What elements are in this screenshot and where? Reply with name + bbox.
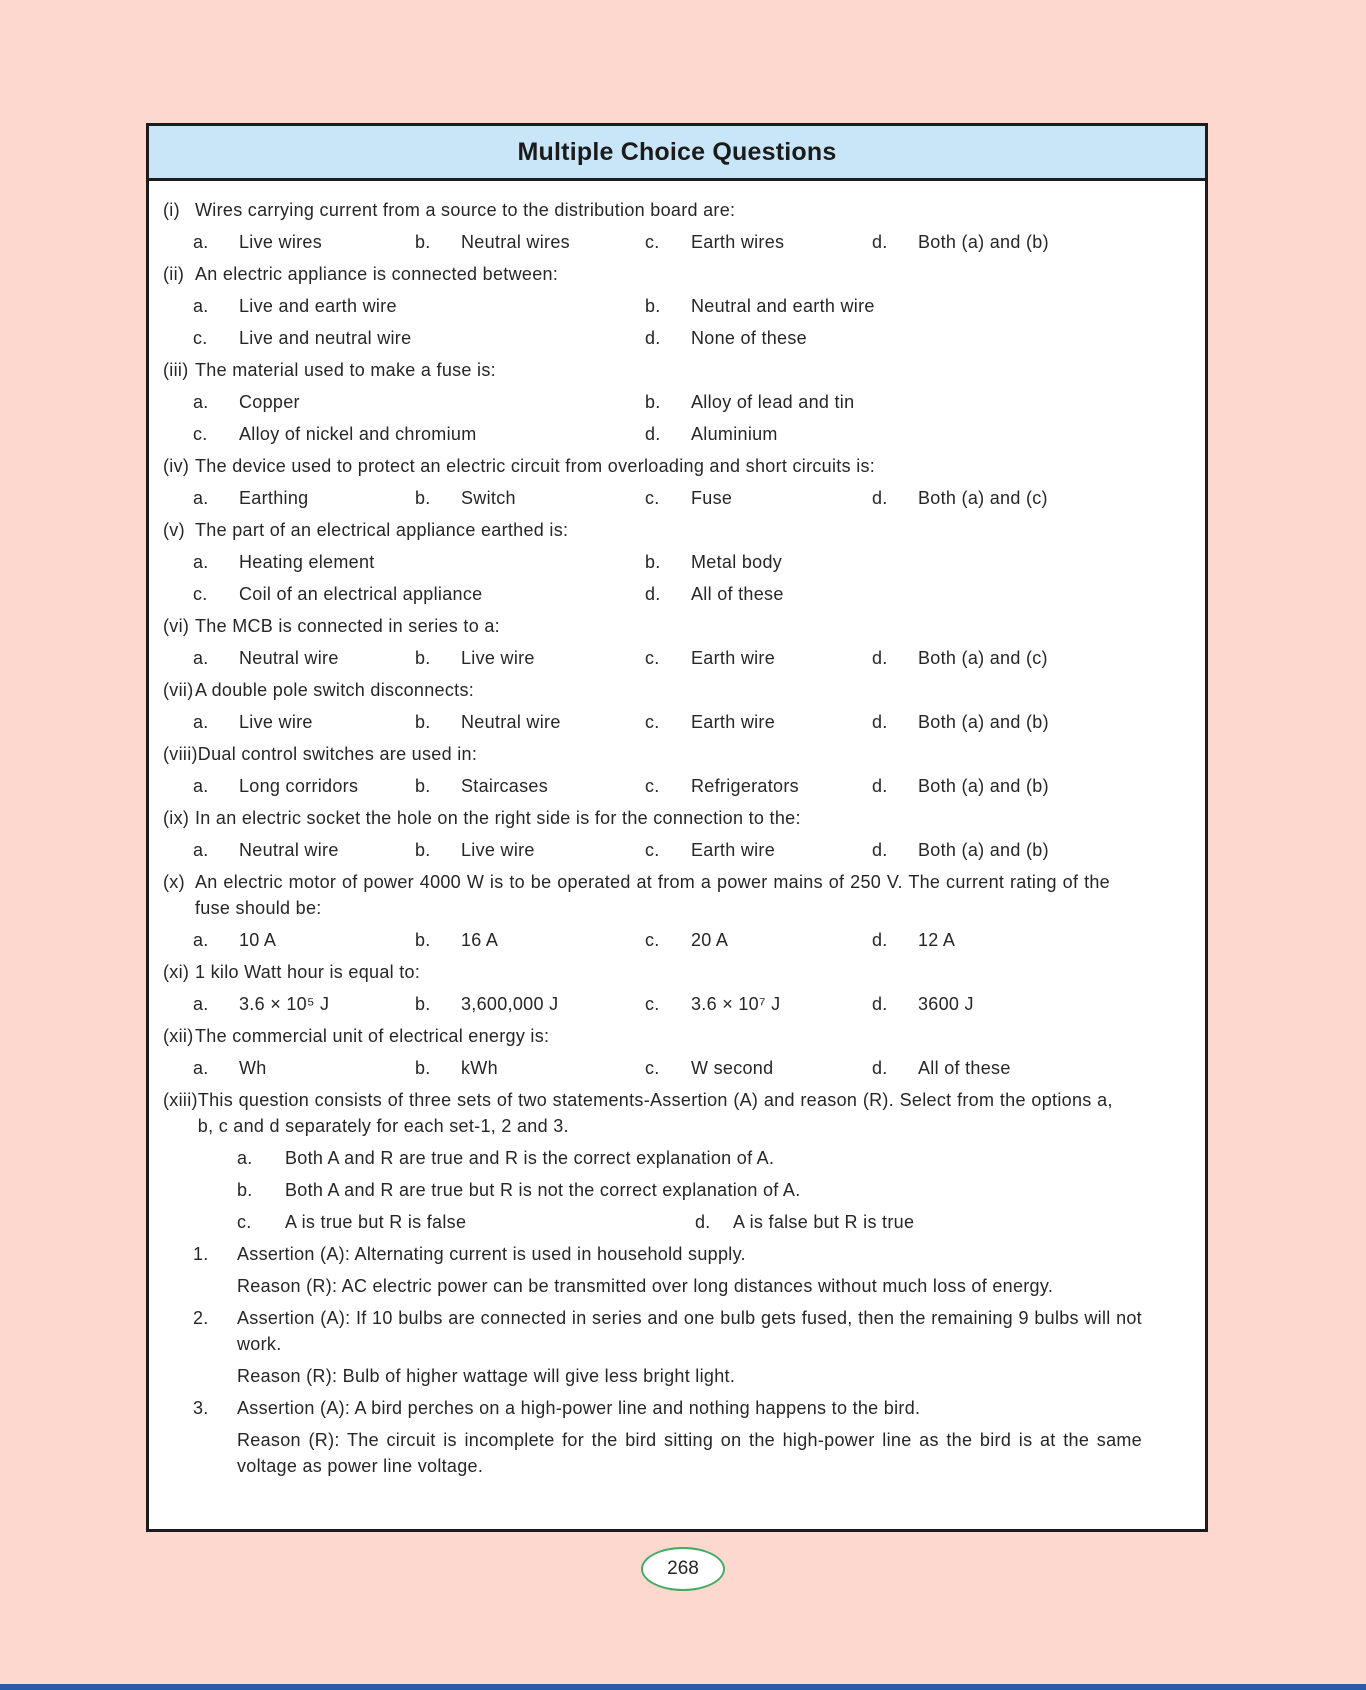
- option-text: Earth wire: [691, 648, 776, 668]
- option-label: d.: [872, 648, 888, 668]
- option: [237, 1209, 695, 1235]
- question-line: [163, 805, 1187, 831]
- option-text: Neutral wire: [239, 840, 339, 860]
- option-label: b.: [237, 1180, 253, 1200]
- options-row: [163, 927, 1187, 953]
- reason-text: Reason (R): The circuit is incomplete for the bird sitting on the high-power line as the bird is at the same voltage as power line voltage.: [237, 1430, 1142, 1476]
- option: [415, 927, 645, 953]
- option-text: Live and earth wire: [239, 296, 397, 316]
- option-text: Switch: [461, 488, 516, 508]
- option-text: Alloy of nickel and chromium: [239, 424, 477, 444]
- option-text: 3.6 × 10⁵ J: [239, 994, 330, 1014]
- option-label: a.: [193, 392, 209, 412]
- option: [415, 837, 645, 863]
- question-line: [163, 959, 1187, 985]
- question-line: [163, 869, 1187, 921]
- option: [193, 837, 415, 863]
- option: [193, 1055, 415, 1081]
- question-line: [163, 1087, 1187, 1139]
- option: [645, 549, 1187, 575]
- option-text: Live wire: [461, 840, 535, 860]
- option-label: b.: [415, 1058, 431, 1078]
- question-text: The part of an electrical appliance earthed is:: [195, 520, 569, 540]
- option-text: Live wire: [461, 648, 535, 668]
- option-label: a.: [193, 552, 209, 572]
- option: [645, 293, 1187, 319]
- option: [193, 645, 415, 671]
- option: [645, 991, 872, 1017]
- question-number: (i): [163, 200, 180, 220]
- option-text: None of these: [691, 328, 807, 348]
- option: [645, 581, 1187, 607]
- reason-text: Reason (R): AC electric power can be transmitted over long distances without much loss of energy.: [237, 1276, 1054, 1296]
- assertion-row: [163, 1395, 1187, 1421]
- set-number: 1.: [193, 1244, 209, 1264]
- option-label: a.: [193, 930, 209, 950]
- option-label: c.: [193, 424, 208, 444]
- option-text: Copper: [239, 392, 300, 412]
- assertion-row: [163, 1241, 1187, 1267]
- option-label: d.: [645, 424, 661, 444]
- question-text: 1 kilo Watt hour is equal to:: [195, 962, 421, 982]
- option-text: Fuse: [691, 488, 733, 508]
- page-number: 268: [667, 1558, 699, 1579]
- option: [872, 837, 1187, 863]
- option-label: d.: [645, 328, 661, 348]
- question-number: (xi): [163, 962, 190, 982]
- option: [415, 1055, 645, 1081]
- option-text: Refrigerators: [691, 776, 799, 796]
- option-label: d.: [872, 776, 888, 796]
- option-text: A is true but R is false: [285, 1212, 467, 1232]
- question-text: An electric motor of power 4000 W is to be operated at from a power mains of 250 V. The current rating of the fuse should be:: [195, 872, 1110, 918]
- option-text: Both (a) and (c): [918, 648, 1048, 668]
- option: [193, 773, 415, 799]
- reason-row: [163, 1427, 1187, 1479]
- option-label: b.: [415, 930, 431, 950]
- option-label: a.: [193, 232, 209, 252]
- option-label: c.: [193, 328, 208, 348]
- question-text: This question consists of three sets of two statements-Assertion (A) and reason (R). Select from the options a, b, c and d separately for each set-1, 2 and 3.: [197, 1090, 1113, 1136]
- panel-title: Multiple Choice Questions: [517, 137, 837, 166]
- option: [193, 991, 415, 1017]
- option: [872, 485, 1187, 511]
- option-label: b.: [415, 488, 431, 508]
- option-label: a.: [193, 840, 209, 860]
- option-text: Both (a) and (c): [918, 488, 1048, 508]
- option-text: Aluminium: [691, 424, 778, 444]
- set-number-spacer: [193, 1427, 237, 1479]
- option: [645, 389, 1187, 415]
- question-number: (ix): [163, 808, 190, 828]
- option-text: Neutral wires: [461, 232, 570, 252]
- assertion-text: Assertion (A): Alternating current is used in household supply.: [237, 1244, 746, 1264]
- set-number: 3.: [193, 1398, 209, 1418]
- assertion-row: [163, 1305, 1187, 1357]
- question-text: A double pole switch disconnects:: [195, 680, 475, 700]
- question-text: The device used to protect an electric circuit from overloading and short circuits is:: [195, 456, 876, 476]
- question-number: (ii): [163, 264, 185, 284]
- option-label: c.: [645, 648, 660, 668]
- option: [193, 325, 645, 351]
- option-text: Live and neutral wire: [239, 328, 412, 348]
- question-line: [163, 261, 1187, 287]
- questions-list: [149, 181, 1205, 1479]
- option: [193, 421, 645, 447]
- assertion-choice-row: [163, 1177, 1187, 1203]
- option-text: Long corridors: [239, 776, 359, 796]
- option-label: a.: [193, 488, 209, 508]
- option: [645, 709, 872, 735]
- reason-text: Reason (R): Bulb of higher wattage will give less bright light.: [237, 1366, 736, 1386]
- option-label: c.: [645, 930, 660, 950]
- option: [872, 927, 1187, 953]
- option: [872, 709, 1187, 735]
- option: [415, 645, 645, 671]
- options-row: [163, 325, 1187, 351]
- options-row: [163, 485, 1187, 511]
- option: [415, 991, 645, 1017]
- options-row: [163, 581, 1187, 607]
- option: [193, 581, 645, 607]
- option-text: Both (a) and (b): [918, 232, 1049, 252]
- option-text: Both A and R are true but R is not the correct explanation of A.: [285, 1180, 801, 1200]
- question-number: (x): [163, 872, 185, 892]
- option-label: b.: [415, 840, 431, 860]
- option: [872, 773, 1187, 799]
- option-text: 20 A: [691, 930, 729, 950]
- option-label: b.: [415, 776, 431, 796]
- option: [645, 927, 872, 953]
- option-label: c.: [645, 840, 660, 860]
- question-number: (xiii): [163, 1090, 198, 1110]
- options-row: [163, 991, 1187, 1017]
- question-line: [163, 677, 1187, 703]
- question-text: An electric appliance is connected between:: [195, 264, 559, 284]
- option-text: Earthing: [239, 488, 309, 508]
- question-text: Wires carrying current from a source to the distribution board are:: [195, 200, 736, 220]
- question-text: In an electric socket the hole on the right side is for the connection to the:: [195, 808, 801, 828]
- option-label: a.: [193, 648, 209, 668]
- option-text: Neutral wire: [461, 712, 561, 732]
- option: [645, 421, 1187, 447]
- option: [193, 293, 645, 319]
- option: [695, 1209, 1187, 1235]
- option-label: c.: [237, 1212, 252, 1232]
- option-label: b.: [415, 648, 431, 668]
- option-label: b.: [415, 232, 431, 252]
- option-text: Neutral wire: [239, 648, 339, 668]
- option-label: a.: [193, 1058, 209, 1078]
- option: [237, 1145, 1187, 1171]
- page-number-badge: [641, 1547, 725, 1591]
- assertion-choice-row: [163, 1209, 1187, 1235]
- options-row: [163, 773, 1187, 799]
- option-text: Heating element: [239, 552, 375, 572]
- options-row: [163, 709, 1187, 735]
- option: [193, 549, 645, 575]
- option: [872, 229, 1187, 255]
- option-label: c.: [645, 232, 660, 252]
- option-label: d.: [872, 488, 888, 508]
- option: [415, 773, 645, 799]
- question-line: [163, 197, 1187, 223]
- options-row: [163, 421, 1187, 447]
- option-label: d.: [872, 840, 888, 860]
- option-label: d.: [872, 930, 888, 950]
- option-label: a.: [193, 994, 209, 1014]
- assertion-text: Assertion (A): A bird perches on a high-power line and nothing happens to the bird.: [237, 1398, 921, 1418]
- option-text: Staircases: [461, 776, 549, 796]
- option-label: a.: [193, 296, 209, 316]
- option-label: c.: [645, 712, 660, 732]
- option-label: b.: [645, 296, 661, 316]
- option-label: c.: [193, 584, 208, 604]
- option-label: b.: [645, 392, 661, 412]
- option-label: d.: [695, 1212, 711, 1232]
- option-label: d.: [872, 232, 888, 252]
- options-row: [163, 645, 1187, 671]
- option-text: Both (a) and (b): [918, 840, 1049, 860]
- option-text: Both (a) and (b): [918, 776, 1049, 796]
- options-row: [163, 389, 1187, 415]
- question-text: The commercial unit of electrical energy is:: [195, 1026, 550, 1046]
- question-line: [163, 613, 1187, 639]
- reason-row: [163, 1273, 1187, 1299]
- question-line: [163, 453, 1187, 479]
- option-label: c.: [645, 776, 660, 796]
- question-number: (vii): [163, 680, 194, 700]
- bottom-edge-strip: [0, 1684, 1366, 1690]
- option: [415, 709, 645, 735]
- option: [193, 709, 415, 735]
- options-row: [163, 837, 1187, 863]
- option-text: Metal body: [691, 552, 783, 572]
- option: [237, 1177, 1187, 1203]
- question-line: [163, 1023, 1187, 1049]
- option-text: Both (a) and (b): [918, 712, 1049, 732]
- question-text: The MCB is connected in series to a:: [195, 616, 500, 636]
- option: [645, 325, 1187, 351]
- option-text: Alloy of lead and tin: [691, 392, 855, 412]
- question-text: The material used to make a fuse is:: [195, 360, 496, 380]
- question-text: Dual control switches are used in:: [197, 744, 478, 764]
- set-number-spacer: [193, 1273, 237, 1299]
- option-text: Both A and R are true and R is the correct explanation of A.: [285, 1148, 775, 1168]
- option-text: A is false but R is true: [733, 1212, 915, 1232]
- options-row: [163, 229, 1187, 255]
- option-label: d.: [872, 1058, 888, 1078]
- set-number-spacer: [193, 1363, 237, 1389]
- set-number: 2.: [193, 1308, 209, 1328]
- option: [645, 229, 872, 255]
- question-line: [163, 517, 1187, 543]
- option: [872, 1055, 1187, 1081]
- question-number: (v): [163, 520, 185, 540]
- option-label: c.: [645, 994, 660, 1014]
- option-text: Neutral and earth wire: [691, 296, 875, 316]
- question-number: (iii): [163, 360, 189, 380]
- option-label: b.: [415, 994, 431, 1014]
- option-text: 3600 J: [918, 994, 974, 1014]
- option-text: All of these: [918, 1058, 1011, 1078]
- option: [645, 485, 872, 511]
- option-label: c.: [645, 488, 660, 508]
- assertion-text: Assertion (A): If 10 bulbs are connected in series and one bulb gets fused, then the remaining 9 bulbs will not work.: [237, 1308, 1142, 1354]
- option-text: 3,600,000 J: [461, 994, 559, 1014]
- option-text: Wh: [239, 1058, 267, 1078]
- option-text: Earth wire: [691, 712, 776, 732]
- option-text: Live wire: [239, 712, 313, 732]
- option-label: a.: [193, 712, 209, 732]
- option: [872, 991, 1187, 1017]
- options-row: [163, 293, 1187, 319]
- panel-header: [149, 126, 1205, 181]
- option-text: 12 A: [918, 930, 956, 950]
- option: [872, 645, 1187, 671]
- option: [415, 229, 645, 255]
- question-number: (viii): [163, 744, 198, 764]
- reason-row: [163, 1363, 1187, 1389]
- option: [193, 229, 415, 255]
- option-text: W second: [691, 1058, 774, 1078]
- question-number: (xii): [163, 1026, 194, 1046]
- mcq-panel: [146, 123, 1208, 1532]
- option: [193, 485, 415, 511]
- option: [193, 927, 415, 953]
- option-text: Coil of an electrical appliance: [239, 584, 483, 604]
- option-label: d.: [645, 584, 661, 604]
- options-row: [163, 549, 1187, 575]
- question-line: [163, 357, 1187, 383]
- option-text: 3.6 × 10⁷ J: [691, 994, 781, 1014]
- option-label: d.: [872, 994, 888, 1014]
- option-text: Earth wire: [691, 840, 776, 860]
- option-text: All of these: [691, 584, 784, 604]
- assertion-choice-row: [163, 1145, 1187, 1171]
- option: [645, 773, 872, 799]
- option-label: a.: [193, 776, 209, 796]
- option-text: kWh: [461, 1058, 498, 1078]
- option-label: b.: [645, 552, 661, 572]
- option-label: b.: [415, 712, 431, 732]
- question-line: [163, 741, 1187, 767]
- question-number: (vi): [163, 616, 190, 636]
- question-number: (iv): [163, 456, 190, 476]
- option: [645, 1055, 872, 1081]
- option: [193, 389, 645, 415]
- option: [415, 485, 645, 511]
- option-label: c.: [645, 1058, 660, 1078]
- options-row: [163, 1055, 1187, 1081]
- option-text: 16 A: [461, 930, 499, 950]
- option: [645, 837, 872, 863]
- option-text: Earth wires: [691, 232, 785, 252]
- option-label: d.: [872, 712, 888, 732]
- option-text: 10 A: [239, 930, 277, 950]
- option: [645, 645, 872, 671]
- option-text: Live wires: [239, 232, 323, 252]
- option-label: a.: [237, 1148, 253, 1168]
